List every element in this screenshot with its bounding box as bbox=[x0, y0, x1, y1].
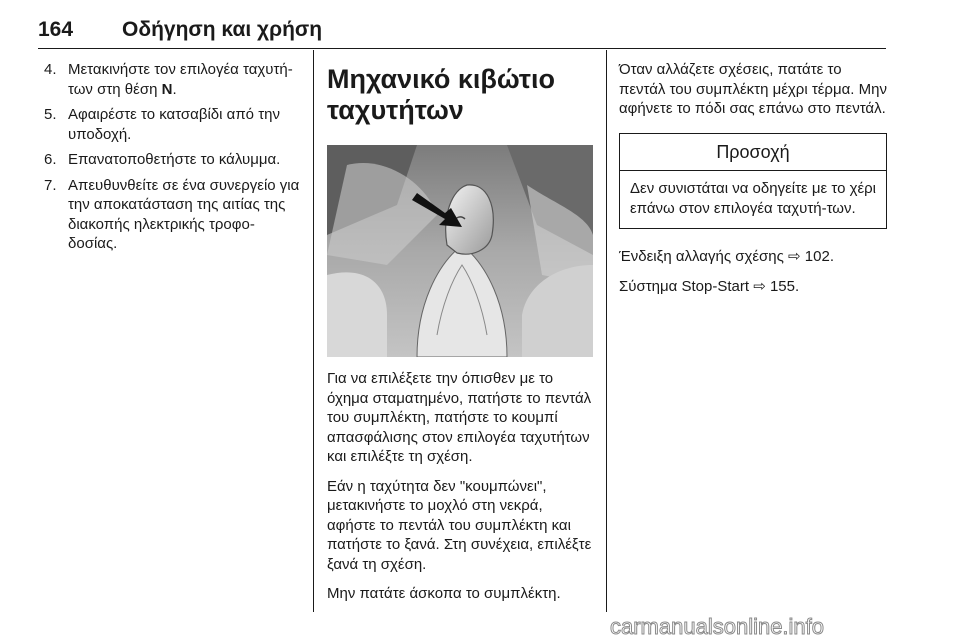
gear-position-label: N bbox=[161, 80, 173, 98]
paragraph: Μην πατάτε άσκοπα το συμπλέκτη. bbox=[327, 585, 561, 602]
column-divider bbox=[606, 50, 607, 612]
list-item: 6. Επανατοποθετήστε το κάλυμμα. bbox=[44, 151, 281, 168]
watermark bbox=[610, 616, 930, 638]
reference-page: 102. bbox=[804, 248, 834, 265]
paragraph: Όταν αλλάζετε σχέσεις, πατάτε το πεντάλ του συμπλέκτη μέχρι τέρμα. Μην αφήνετε το πόδι σας επάνω στο πεντάλ. bbox=[619, 61, 887, 117]
column-3 bbox=[619, 60, 887, 306]
column-1 bbox=[38, 60, 300, 260]
cross-reference[interactable]: Ένδειξη αλλαγής σχέσης ⇨ 102. bbox=[619, 248, 834, 265]
column-2 bbox=[327, 60, 593, 614]
column-divider bbox=[313, 50, 314, 612]
paragraph: Εάν η ταχύτητα δεν "κουμπώνει", μετακινήστε το μοχλό στη νεκρά, αφήστε το πεντάλ του συμπλέκτη και πατήστε το ξανά. Στη συνέχεια, επιλέξτε ξανά τη σχέση. bbox=[327, 477, 592, 573]
cross-reference[interactable]: Σύστημα Stop-Start ⇨ 155. bbox=[619, 277, 800, 295]
gear-shifter-illustration bbox=[327, 145, 593, 357]
list-item: 5. Αφαιρέστε το κατσαβίδι από την υποδοχή. bbox=[44, 106, 280, 143]
chapter-title: Οδήγηση και χρήση bbox=[122, 18, 323, 41]
paragraph: Για να επιλέξετε την όπισθεν με το όχημα σταματημένο, πατήστε το πεντάλ του συμπλέκτη, πατήστε το κουμπί απασφάλισης στον επιλογέα ταχυτήτων και επιλέξτε τη σχέση. bbox=[327, 370, 592, 465]
caution-text: Δεν συνιστάται να οδηγείτε με το χέρι επάνω στον επιλογέα ταχυτή-των. bbox=[630, 180, 877, 217]
section-heading: Μηχανικό κιβώτιο ταχυτήτων bbox=[327, 64, 555, 125]
list-item: 4. Μετακινήστε τον επιλογέα ταχυτή-των στη θέση N. bbox=[44, 61, 293, 98]
list-item: 7. Απευθυνθείτε σε ένα συνεργείο για την αποκατάσταση της αιτίας της διακοπής ηλεκτρικής τροφο-δοσίας. bbox=[44, 176, 300, 252]
watermark-text: carmanualsonline.info bbox=[610, 616, 825, 638]
caution-box bbox=[619, 133, 887, 230]
page-number: 164 bbox=[38, 18, 74, 41]
steps-list bbox=[38, 60, 300, 254]
arrow-right-icon: ⇨ bbox=[788, 248, 801, 265]
reference-page: 155. bbox=[769, 277, 800, 295]
caution-title: Προσοχή bbox=[620, 134, 886, 172]
page-header bbox=[38, 8, 886, 49]
arrow-right-icon: ⇨ bbox=[753, 277, 766, 295]
